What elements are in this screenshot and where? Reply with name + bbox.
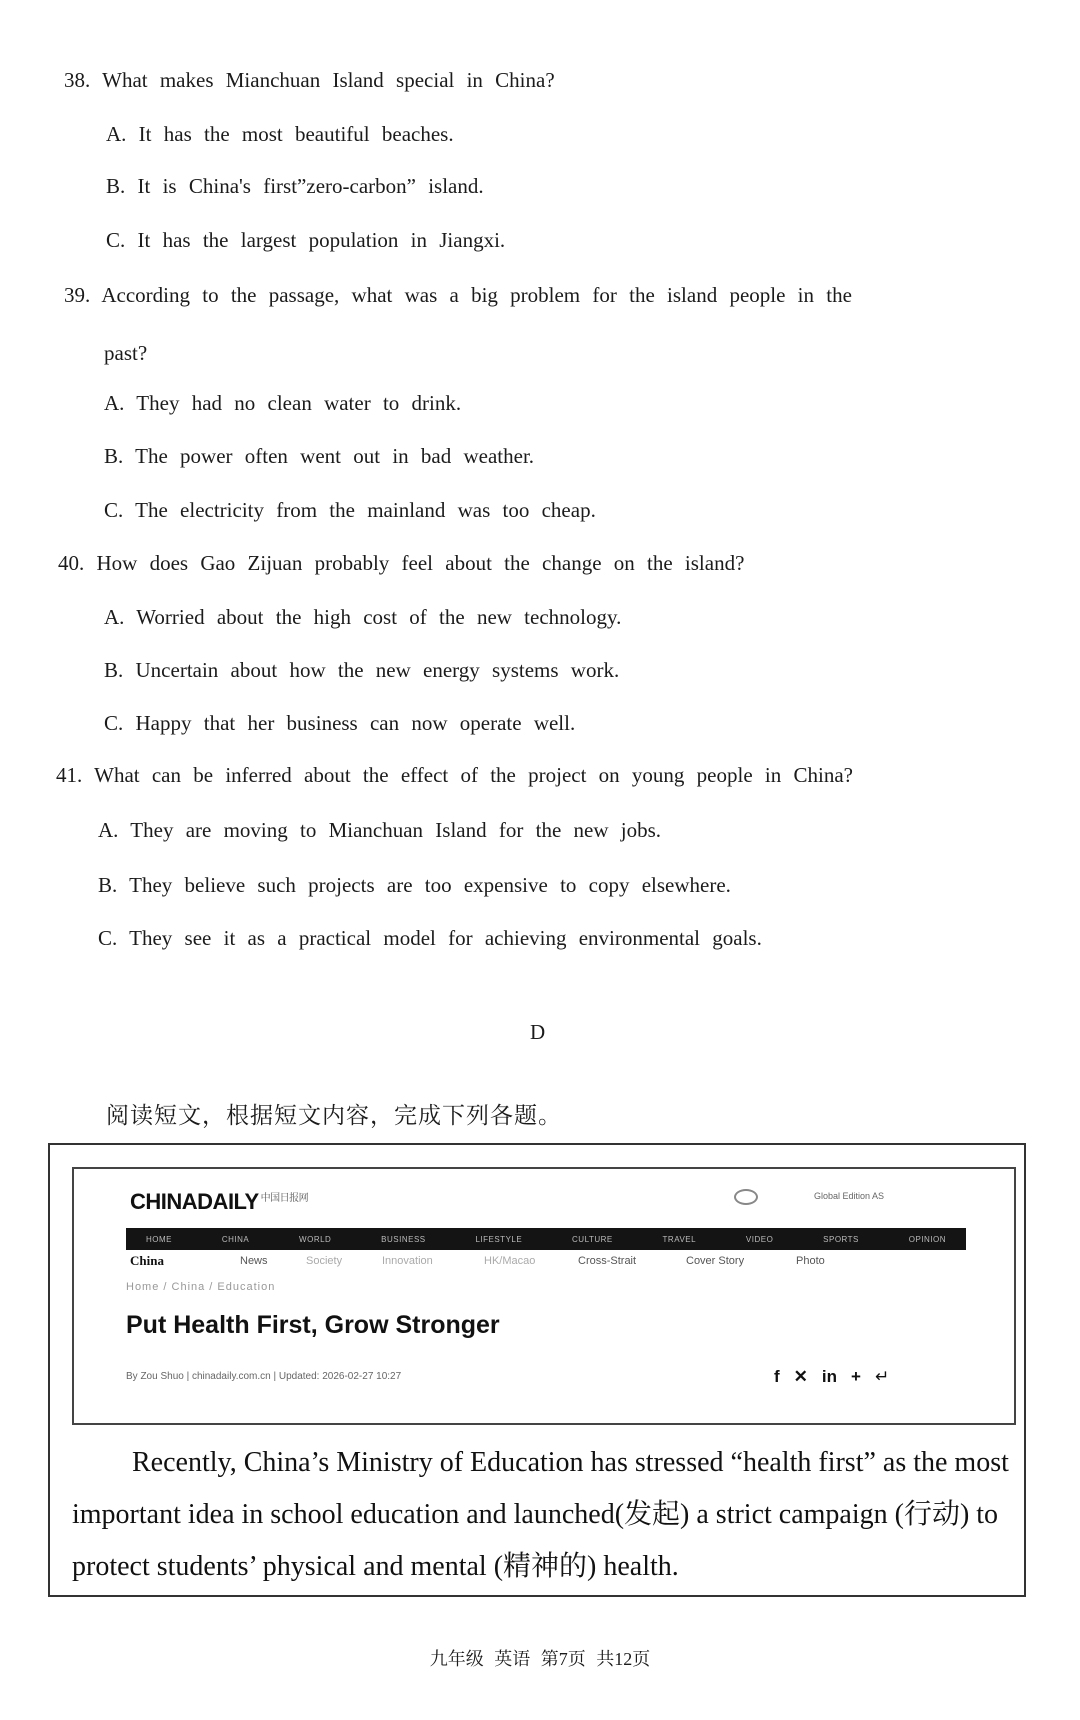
question-text: How does Gao Zijuan probably feel about the change on the island? bbox=[96, 551, 745, 575]
subnav-item-china[interactable]: China bbox=[130, 1253, 164, 1268]
question-number: 40. bbox=[58, 551, 85, 575]
nav-item-travel[interactable]: TRAVEL bbox=[662, 1234, 697, 1244]
option-41c[interactable] bbox=[98, 926, 762, 951]
plus-share-icon[interactable]: + bbox=[851, 1367, 861, 1386]
article-paragraph: Recently, China’s Ministry of Education has stressed “health first” as the most important idea in school education and launched(发起) a strict campaign (行动) to protect students’ physical and mental (精神的) health. bbox=[72, 1447, 1009, 1582]
option-text: It is China's first”zero-carbon” island. bbox=[137, 174, 484, 198]
subnav-item-cover-story[interactable]: Cover Story bbox=[686, 1255, 745, 1267]
question-text: According to the passage, what was a big problem for the island people in the bbox=[101, 283, 852, 307]
option-letter: A. bbox=[104, 391, 125, 415]
option-letter: B. bbox=[98, 873, 118, 897]
nav-item-business[interactable]: BUSINESS bbox=[381, 1234, 426, 1244]
subnav-item-hk-macao[interactable]: HK/Macao bbox=[484, 1255, 536, 1267]
subnav-item-news[interactable]: News bbox=[240, 1255, 268, 1267]
option-39a[interactable] bbox=[104, 391, 461, 416]
nav-item-china[interactable]: CHINA bbox=[221, 1234, 250, 1244]
option-text: The power often went out in bad weather. bbox=[135, 444, 535, 468]
nav-item-world[interactable]: WORLD bbox=[299, 1234, 332, 1244]
nav-item-lifestyle[interactable]: LIFESTYLE bbox=[475, 1234, 523, 1244]
question-number: 39. bbox=[64, 283, 91, 307]
option-text: Worried about the high cost of the new technology. bbox=[136, 605, 622, 629]
logo-text: CHINADAILY bbox=[130, 1189, 259, 1214]
option-41b[interactable] bbox=[98, 873, 731, 898]
facebook-icon[interactable]: f bbox=[774, 1367, 780, 1386]
question-number: 38. bbox=[64, 68, 91, 92]
question-text: What can be inferred about the effect of the project on young people in China? bbox=[94, 763, 853, 787]
option-38c[interactable] bbox=[106, 228, 505, 253]
option-letter: C. bbox=[106, 228, 126, 252]
x-twitter-icon[interactable]: ✕ bbox=[793, 1367, 808, 1386]
nav-item-opinion[interactable]: OPINION bbox=[908, 1234, 946, 1244]
question-text: past? bbox=[104, 341, 148, 365]
question-38-stem bbox=[64, 68, 555, 93]
option-letter: A. bbox=[106, 122, 127, 146]
option-text: It has the most beautiful beaches. bbox=[138, 122, 454, 146]
option-letter: A. bbox=[104, 605, 125, 629]
option-letter: C. bbox=[104, 711, 124, 735]
subnav-item-photo[interactable]: Photo bbox=[796, 1255, 825, 1267]
option-letter: B. bbox=[104, 444, 124, 468]
search-icon[interactable] bbox=[734, 1189, 758, 1205]
option-letter: B. bbox=[106, 174, 126, 198]
option-38b[interactable] bbox=[106, 174, 484, 199]
edition-selector[interactable]: Global Edition AS bbox=[814, 1191, 885, 1201]
chinadaily-logo bbox=[130, 1189, 308, 1215]
linkedin-icon[interactable]: in bbox=[821, 1367, 838, 1386]
nav-item-home[interactable]: HOME bbox=[146, 1234, 172, 1244]
question-39-stem bbox=[64, 283, 852, 308]
option-text: It has the largest population in Jiangxi. bbox=[137, 228, 506, 252]
option-text: Uncertain about how the new energy systems work. bbox=[135, 658, 620, 682]
option-letter: C. bbox=[98, 926, 118, 950]
question-41-stem bbox=[56, 763, 853, 788]
option-text: They are moving to Mianchuan Island for the new jobs. bbox=[130, 818, 662, 842]
nav-item-video[interactable]: VIDEO bbox=[745, 1234, 774, 1244]
return-icon[interactable]: ↵ bbox=[874, 1367, 890, 1386]
option-40c[interactable] bbox=[104, 711, 575, 736]
share-bar bbox=[774, 1367, 889, 1387]
option-39b[interactable] bbox=[104, 444, 534, 469]
option-text: Happy that her business can now operate well. bbox=[135, 711, 576, 735]
top-nav-bar bbox=[126, 1228, 966, 1250]
page-footer: 九年级 英语 第7页 共12页 bbox=[429, 1649, 651, 1669]
news-screenshot bbox=[72, 1167, 1016, 1425]
option-letter: B. bbox=[104, 658, 124, 682]
option-38a[interactable] bbox=[106, 122, 454, 147]
question-number: 41. bbox=[56, 763, 83, 787]
option-text: They believe such projects are too expensive to copy elsewhere. bbox=[129, 873, 731, 897]
option-letter: A. bbox=[98, 818, 119, 842]
option-text: They had no clean water to drink. bbox=[136, 391, 462, 415]
logo-subtext: 中国日报网 bbox=[260, 1193, 309, 1204]
option-39c[interactable] bbox=[104, 498, 596, 523]
option-41a[interactable] bbox=[98, 818, 661, 843]
question-text: What makes Mianchuan Island special in China? bbox=[102, 68, 555, 92]
option-letter: C. bbox=[104, 498, 124, 522]
question-40-stem bbox=[58, 551, 744, 576]
subnav-item-society[interactable]: Society bbox=[306, 1255, 343, 1267]
subnav-item-cross-strait[interactable]: Cross-Strait bbox=[578, 1255, 637, 1267]
breadcrumb[interactable]: Home / China / Education bbox=[126, 1281, 276, 1293]
option-40a[interactable] bbox=[104, 605, 621, 630]
question-39-stem-cont bbox=[104, 341, 147, 366]
article-headline: Put Health First, Grow Stronger bbox=[126, 1311, 500, 1339]
nav-item-culture[interactable]: CULTURE bbox=[572, 1234, 613, 1244]
option-40b[interactable] bbox=[104, 658, 619, 683]
section-instruction: 阅读短文，根据短文内容，完成下列各题。 bbox=[106, 1103, 562, 1128]
subnav-item-innovation[interactable]: Innovation bbox=[382, 1255, 433, 1267]
option-text: They see it as a practical model for achieving environmental goals. bbox=[129, 926, 762, 950]
article-byline: By Zou Shuo | chinadaily.com.cn | Updated: 2026-02-27 10:27 bbox=[126, 1371, 402, 1382]
nav-item-sports[interactable]: SPORTS bbox=[823, 1234, 859, 1244]
option-text: The electricity from the mainland was too cheap. bbox=[135, 498, 596, 522]
section-letter: D bbox=[530, 1020, 546, 1044]
